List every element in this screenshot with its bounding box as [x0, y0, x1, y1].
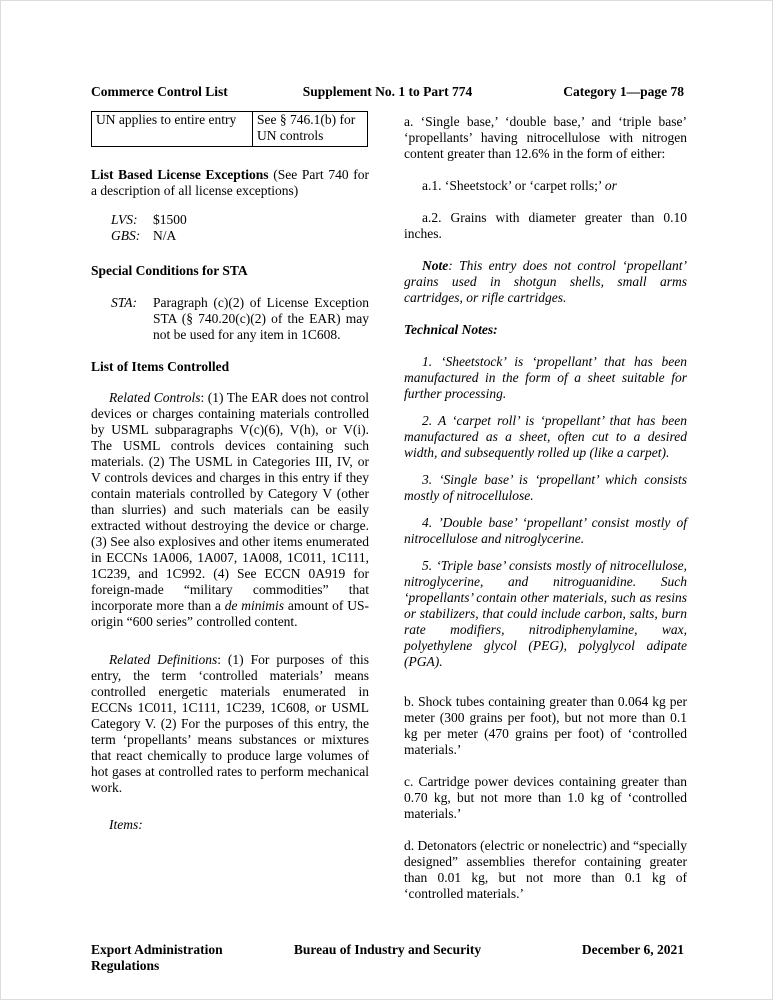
sta-conditions-heading: Special Conditions for STA — [91, 263, 248, 278]
header-doc-title: Commerce Control List — [91, 84, 228, 99]
gbs-exception-row — [111, 228, 369, 244]
page-header — [91, 84, 684, 100]
technical-note-3: 3. ‘Single base’ is ‘propellant’ which consists mostly of nitrocellulose. — [404, 472, 687, 503]
related-controls-label: Related Controls — [109, 390, 201, 405]
footer-regulations: Export Administration Regulations — [91, 942, 223, 973]
paragraph-a1-or: or — [604, 178, 617, 193]
related-controls-emphasis: de minimis — [224, 598, 285, 613]
related-controls-text-2: amount of US-origin “600 series” controlled content. — [91, 598, 369, 629]
page-body — [91, 111, 687, 902]
related-controls-text-1: : (1) The EAR does not control devices or charges containing materials controlled by USML subparagraphs V(c)(6), V(h), or V(i). The USML controls devices containing such materials. (2) The USML in Categories III, IV, or V controls devices and charges in this entry if they contain materials controlled by Category V (other than slurries) and such materials can be easily extracted without destroying the device or charge. (3) See also explosives and other items enumerated in ECCNs 1A006, 1A007, 1A008, 1C011, 1C111, 1C239, and 1C992. (4) See ECCN 0A919 for foreign-made “military commodities” that incorporate more than a — [91, 390, 369, 613]
related-definitions-paragraph — [91, 652, 369, 796]
lvs-value: $1500 — [153, 212, 187, 227]
paragraph-a1 — [404, 178, 687, 194]
license-exceptions-title: List Based License Exceptions — [91, 167, 269, 182]
lvs-label: LVS: — [111, 212, 138, 227]
items-label: Items: — [109, 817, 143, 832]
note-paragraph — [404, 258, 687, 306]
license-exceptions-paragraph — [91, 167, 369, 199]
sta-condition-row — [111, 295, 369, 343]
lvs-exception-row — [111, 212, 369, 228]
related-definitions-text: : (1) For purposes of this entry, the term ‘controlled materials’ means controlled energetic materials enumerated in ECCNs 1C011, 1C111, 1C239, 1C608, or USML Category V. (2) For the purposes of this entry, the term ‘propellants’ means substances or mixtures that react chemically to produce large volumes of hot gases at controlled rates to perform mechanical work. — [91, 652, 369, 795]
related-definitions-label: Related Definitions — [109, 652, 218, 667]
header-supplement-title: Supplement No. 1 to Part 774 — [302, 84, 473, 99]
sta-label: STA: — [111, 295, 137, 310]
paragraph-b: b. Shock tubes containing greater than 0.064 kg per meter (300 grains per foot), but not more than 0.1 kg per meter (470 grains per foot) of ‘controlled materials.’ — [404, 694, 687, 757]
footer-date: December 6, 2021 — [581, 942, 685, 957]
un-table-cell-entry: UN applies to entire entry — [92, 112, 253, 147]
page-footer — [91, 942, 684, 974]
list-items-controlled-heading: List of Items Controlled — [91, 359, 230, 374]
footer-bureau: Bureau of Industry and Security — [293, 942, 482, 957]
paragraph-c: c. Cartridge power devices containing greater than 0.70 kg, but not more than 1.0 kg of ‘controlled materials.’ — [404, 774, 687, 821]
left-column — [91, 111, 369, 902]
note-label: Note — [422, 258, 449, 273]
gbs-label: GBS: — [111, 228, 141, 243]
technical-note-5: 5. ‘Triple base’ consists mostly of nitrocellulose, nitroglycerine, and nitroguanidine. Such ‘propellants’ contain other materials, such as resins or stabilizers, that could include carbon, salts, burn rate modifiers, nitrodiphenylamine, wax, polyethylene glycol (PEG), polyglycol adipate (PGA). — [404, 558, 687, 669]
paragraph-a: a. ‘Single base,’ ‘double base,’ and ‘triple base’ ‘propellants’ having nitrocellulose with nitrogen content greater than 12.6% in the form of either: — [404, 114, 687, 161]
technical-note-4: 4. ’Double base’ ‘propellant’ consist mostly of nitrocellulose and nitroglycerine. — [404, 515, 687, 546]
technical-notes-heading: Technical Notes: — [404, 322, 498, 337]
license-exceptions-rest: (See Part 740 for a description of all license exceptions) — [91, 167, 369, 198]
note-text: : This entry does not control ‘propellant’ grains used in shotgun shells, small arms cartridges, or rifle cartridges. — [404, 258, 687, 305]
technical-note-2: 2. A ‘carpet roll’ is ‘propellant’ that has been manufactured as a sheet, often cut to a desired width, and subsequently rolled up (like a carpet). — [404, 413, 687, 460]
paragraph-a1-text: a.1. ‘Sheetstock’ or ‘carpet rolls;’ — [422, 178, 605, 193]
sta-text: Paragraph (c)(2) of License Exception STA (§ 740.20(c)(2) of the EAR) may not be used for any item in 1C608. — [153, 295, 369, 342]
paragraph-a2: a.2. Grains with diameter greater than 0.10 inches. — [404, 210, 687, 241]
gbs-value: N/A — [153, 228, 177, 243]
un-controls-table — [91, 111, 368, 147]
right-column — [404, 111, 687, 902]
paragraph-d: d. Detonators (electric or nonelectric) and “specially designed” assemblies therefor containing greater than 0.01 kg, but not more than 0.1 kg of ‘controlled materials.’ — [404, 838, 687, 901]
un-table-cell-controls: See § 746.1(b) for UN controls — [253, 112, 368, 147]
technical-note-1: 1. ‘Sheetstock’ is ‘propellant’ that has been manufactured in the form of a sheet suitable for further processing. — [404, 354, 687, 401]
related-controls-paragraph — [91, 390, 369, 630]
un-table-row — [92, 112, 368, 147]
header-category-page: Category 1—page 78 — [563, 84, 685, 99]
